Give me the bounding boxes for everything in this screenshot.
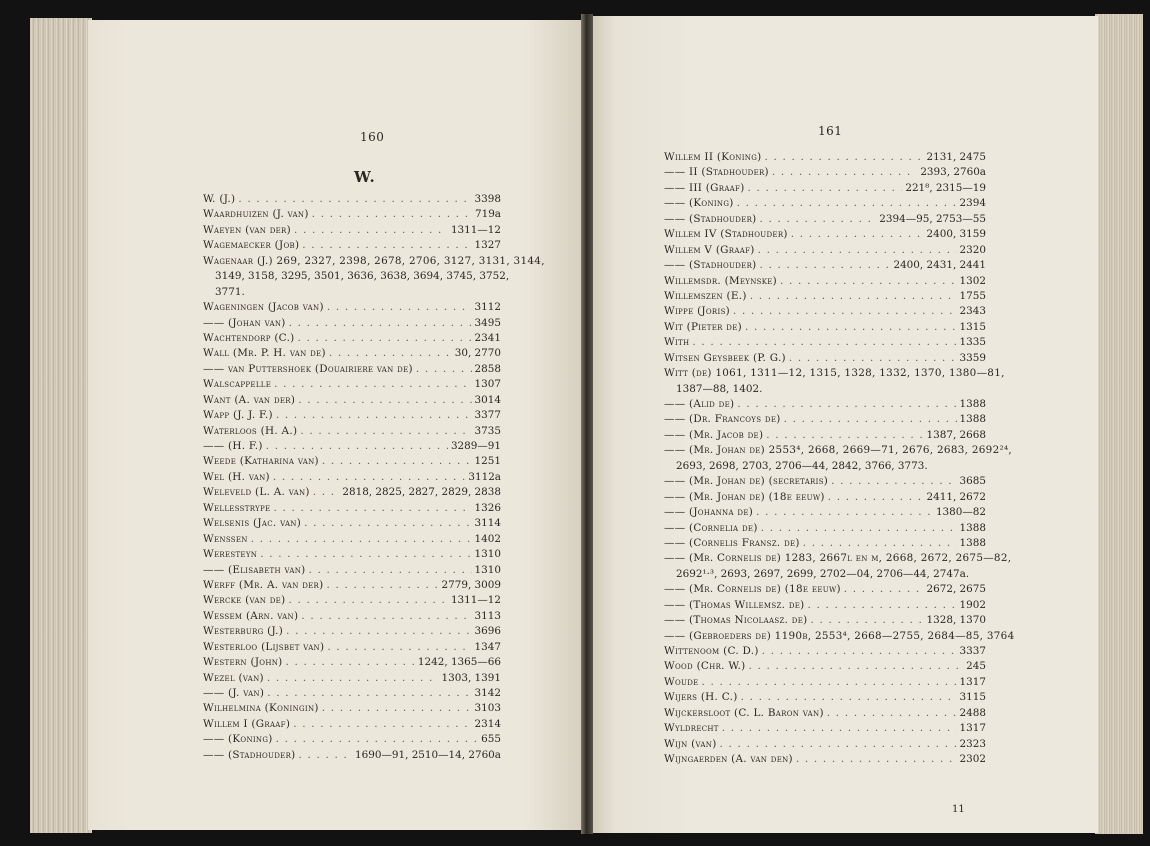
index-entry xyxy=(203,640,501,655)
index-entry xyxy=(203,238,501,253)
index-entry xyxy=(664,598,986,613)
dot-leader xyxy=(748,659,963,674)
dot-leader xyxy=(745,320,957,335)
entry-name: Wippe (Joris) xyxy=(664,305,731,318)
dot-leader xyxy=(288,593,447,608)
index-entry xyxy=(203,207,501,222)
dot-leader xyxy=(294,223,448,238)
dot-leader xyxy=(733,304,957,319)
entry-name: Willem V (Graaf) xyxy=(664,243,755,256)
index-entry xyxy=(664,721,986,736)
entry-name: Waterloos (H. A.) xyxy=(203,424,298,437)
index-entry xyxy=(664,675,986,690)
entry-references: 1388 xyxy=(959,398,986,410)
entry-name: —— (Elisabeth van) xyxy=(203,563,306,576)
dot-leader xyxy=(298,393,471,408)
index-entry xyxy=(203,701,501,716)
entry-name: —— (Johanna de) xyxy=(664,506,754,519)
index-entry xyxy=(664,351,986,366)
entry-references: 1347 xyxy=(474,640,501,653)
entry-name: Wijers (H. C.) xyxy=(664,691,738,704)
dot-leader xyxy=(828,490,924,505)
index-entry xyxy=(664,629,1015,644)
dot-leader xyxy=(286,655,415,670)
index-entry xyxy=(664,243,986,258)
index-entry xyxy=(203,671,501,686)
page-number: 160 xyxy=(360,130,385,144)
entry-references: 1310 xyxy=(474,563,501,576)
index-entry xyxy=(664,150,986,165)
index-entry xyxy=(664,521,986,536)
entry-name: —— (Johan van) xyxy=(203,316,286,329)
entry-continuation: 3771. xyxy=(215,285,245,298)
dot-leader xyxy=(720,737,957,752)
dot-leader xyxy=(293,717,471,732)
index-entry xyxy=(203,516,501,531)
entry-references: 2131, 2475 xyxy=(926,151,986,163)
index-entries xyxy=(203,192,545,763)
entry-references: 1303, 1391 xyxy=(441,671,501,684)
entry-references: 245 xyxy=(966,660,986,673)
entry-name: Weresteyn xyxy=(203,548,258,561)
dot-leader xyxy=(312,207,472,222)
dot-leader xyxy=(761,521,957,536)
entry-references: 3495 xyxy=(474,316,501,329)
entry-references: 1315 xyxy=(959,320,986,333)
entry-name: —— (Mr. Cornelis de) (18e eeuw) xyxy=(664,583,841,596)
dot-leader xyxy=(327,300,472,315)
entry-name: —— II (Stadhouder) xyxy=(664,166,769,179)
index-entry xyxy=(664,196,986,211)
entry-references: 3103 xyxy=(474,702,501,715)
entry-name: Westerloo (Lijsbet van) xyxy=(203,640,325,653)
dot-leader xyxy=(764,150,923,165)
entry-name: —— (Mr. Jacob de) xyxy=(664,428,764,441)
entry-name: Wapp (J. J. F.) xyxy=(203,409,273,422)
entry-name: Wel (H. van) xyxy=(203,470,270,483)
dot-leader xyxy=(844,582,924,597)
entry-name: Witt (de) 1061, 1311—12, 1315, 1328, 1332, 1370, 1380—81, xyxy=(664,367,1005,380)
entry-references: 1388 xyxy=(959,536,986,549)
index-entry xyxy=(664,227,986,242)
index-entry xyxy=(203,316,501,331)
index-entry xyxy=(203,532,501,547)
dot-leader xyxy=(276,732,479,747)
entry-name: Wittenoom (C. D.) xyxy=(664,645,759,657)
index-entry xyxy=(203,223,501,238)
entry-name: —— (Alid de) xyxy=(664,398,735,410)
entry-references: 2394—95, 2753—55 xyxy=(879,212,986,225)
entry-references: 3115 xyxy=(959,691,986,704)
index-entry xyxy=(203,732,501,747)
entry-references: 1402 xyxy=(474,532,501,545)
left-page xyxy=(88,20,584,830)
index-entry xyxy=(203,686,501,701)
dot-leader xyxy=(273,470,465,485)
entry-name: —— (Koning) xyxy=(664,197,734,210)
index-entry xyxy=(664,274,986,289)
dot-leader xyxy=(304,516,471,531)
dot-leader xyxy=(722,721,957,736)
dot-leader xyxy=(810,613,923,628)
signature-mark: 11 xyxy=(952,804,965,815)
entry-name: —— van Puttershoek (Douairiere van de) xyxy=(203,362,413,375)
entry-references: 1242, 1365—66 xyxy=(417,656,501,669)
entry-references: 2394 xyxy=(959,197,986,210)
entry-name: Weleveld (L. A. van) xyxy=(203,486,310,499)
book-gutter xyxy=(581,14,593,834)
entry-references: 1310 xyxy=(474,548,501,561)
dot-leader xyxy=(276,408,472,423)
index-entry xyxy=(203,377,501,392)
entry-references: 3337 xyxy=(959,645,986,657)
entry-references: 2323 xyxy=(959,737,986,750)
entry-name: Wenssen xyxy=(203,532,248,545)
dot-leader xyxy=(274,377,471,392)
dot-leader xyxy=(267,686,471,701)
entry-name: Willem II (Koning) xyxy=(664,151,762,163)
dot-leader xyxy=(827,706,957,721)
entry-references: 2411, 2672 xyxy=(926,490,986,503)
dot-leader xyxy=(416,362,472,377)
entry-name: —— (Mr. Johan de) (secretaris) xyxy=(664,475,829,488)
entry-references: 1380—82 xyxy=(935,506,986,519)
entry-references: 1388 xyxy=(959,521,986,534)
index-entry xyxy=(664,613,986,628)
index-entry xyxy=(203,362,501,377)
dot-leader xyxy=(327,640,471,655)
entry-references: 2393, 2760a xyxy=(920,166,986,179)
index-entry xyxy=(203,547,501,562)
index-entry xyxy=(664,397,986,412)
entry-references: 1690—91, 2510—14, 2760a xyxy=(355,748,501,761)
entry-references: 2314 xyxy=(474,717,501,730)
dot-leader xyxy=(737,397,956,412)
entry-name: Wellesstrype xyxy=(203,501,271,514)
dot-leader xyxy=(313,485,340,500)
entry-name: —— (Thomas Willemsz. de) xyxy=(664,598,805,611)
entry-name: Weede (Katharina van) xyxy=(203,455,319,468)
index-entry xyxy=(664,582,986,597)
dot-leader xyxy=(300,424,471,439)
index-entry xyxy=(203,192,501,207)
entry-references: 719a xyxy=(474,208,501,221)
entry-name: —— (Dr. Francoys de) xyxy=(664,413,781,426)
entry-references: 1311—12 xyxy=(450,223,501,236)
entry-name: Witsen Geysbeek (P. G.) xyxy=(664,351,786,364)
dot-leader xyxy=(758,243,957,258)
dot-leader xyxy=(322,454,472,469)
index-entry xyxy=(664,690,986,705)
entry-name: Wessem (Arn. van) xyxy=(203,609,299,622)
index-entry xyxy=(203,439,501,454)
entry-name: —— (J. van) xyxy=(203,687,265,699)
entry-name: —— (Mr. Cornelis de) 1283, 2667l en m, 2668, 2672, 2675—82, xyxy=(664,552,1012,565)
entry-references: 30, 2770 xyxy=(454,347,501,360)
index-entry xyxy=(203,300,501,315)
dot-leader xyxy=(791,227,924,242)
entry-references: 3359 xyxy=(959,351,986,364)
entry-references: 3377 xyxy=(474,409,501,422)
index-entry xyxy=(664,412,986,427)
entry-name: Willem I (Graaf) xyxy=(203,717,291,730)
index-entry xyxy=(203,393,501,408)
entry-references: 1302 xyxy=(959,274,986,287)
entry-name: Wachtendorp (C.) xyxy=(203,331,295,344)
dot-leader xyxy=(326,578,438,593)
dot-leader xyxy=(266,439,448,454)
entry-references: 2400, 2431, 2441 xyxy=(893,259,986,272)
book-page-edges-left xyxy=(30,18,92,833)
entry-name: Wagemaecker (Job) xyxy=(203,239,300,252)
index-entry xyxy=(664,428,986,443)
dot-leader xyxy=(309,563,472,578)
index-entry xyxy=(203,717,501,732)
entry-references: 3112 xyxy=(474,301,501,314)
entry-references: 1335 xyxy=(959,336,986,349)
dot-leader xyxy=(748,181,903,196)
index-entry xyxy=(664,659,986,674)
entry-name: Westerburg (J.) xyxy=(203,625,284,638)
dot-leader xyxy=(299,748,353,763)
entry-name: —— III (Graaf) xyxy=(664,181,745,194)
entry-references: 2343 xyxy=(959,305,986,318)
index-entry xyxy=(203,748,501,763)
entry-continuation: 1387—88, 1402. xyxy=(676,382,763,395)
dot-leader xyxy=(322,701,472,716)
entry-references: 2341 xyxy=(474,331,501,344)
entry-name: Wezel (van) xyxy=(203,671,264,684)
dot-leader xyxy=(238,192,471,207)
dot-leader xyxy=(750,289,957,304)
entry-name: Western (John) xyxy=(203,656,283,669)
dot-leader xyxy=(760,212,877,227)
entry-name: Wagenaar (J.) 269, 2327, 2398, 2678, 2706, 3127, 3131, 3144, xyxy=(203,254,545,267)
entry-references: 1327 xyxy=(474,239,501,252)
entry-name: —— (Stadhouder) xyxy=(664,212,757,225)
index-entry xyxy=(203,408,501,423)
entry-references: 1387, 2668 xyxy=(926,428,986,441)
index-entry xyxy=(203,331,501,346)
index-entry xyxy=(664,505,986,520)
index-entry xyxy=(203,578,501,593)
entry-name: —— (Stadhouder) xyxy=(203,748,296,761)
index-entry xyxy=(203,470,501,485)
section-heading: W. xyxy=(354,168,376,186)
entry-name: —— (Koning) xyxy=(203,733,273,746)
entry-name: Wood (Chr. W.) xyxy=(664,660,746,673)
entry-name: —— (Gebroeders de) 1190b, 2553⁴, 2668—2755, 2684—85, 3764 xyxy=(664,629,1015,642)
index-entry xyxy=(203,501,501,516)
entry-continuation: 2692¹·³, 2693, 2697, 2699, 2702—04, 2706—44, 2747a. xyxy=(676,567,970,580)
dot-leader xyxy=(762,644,957,659)
index-entry xyxy=(203,254,545,269)
dot-leader xyxy=(289,316,472,331)
entry-references: 3113 xyxy=(474,609,501,622)
entry-references: 3142 xyxy=(474,687,501,699)
entry-references: 1317 xyxy=(959,722,986,735)
entry-references: 1328, 1370 xyxy=(926,614,986,627)
index-entry xyxy=(664,443,1013,458)
entry-name: —— (Cornelis Fransz. de) xyxy=(664,536,800,549)
dot-leader xyxy=(808,598,957,613)
entry-references: 1755 xyxy=(959,289,986,302)
entry-name: —— (Mr. Johan de) (18e eeuw) xyxy=(664,490,825,503)
index-entry xyxy=(664,181,986,196)
entry-name: Walscappelle xyxy=(203,378,272,391)
entry-references: 2302 xyxy=(959,753,986,766)
entry-references: 221⁸, 2315—19 xyxy=(905,181,986,194)
entry-references: 3289—91 xyxy=(450,440,501,452)
entry-references: 1307 xyxy=(474,378,501,391)
entry-references: 3696 xyxy=(474,625,501,638)
index-entry xyxy=(664,258,986,273)
index-entry xyxy=(664,706,986,721)
index-entry xyxy=(203,454,501,469)
index-entry xyxy=(664,289,986,304)
dot-leader xyxy=(741,690,957,705)
dot-leader xyxy=(803,536,957,551)
index-entry xyxy=(664,551,1012,566)
entry-name: —— (Thomas Nicolaasz. de) xyxy=(664,614,808,627)
index-entry xyxy=(664,165,986,180)
dot-leader xyxy=(267,671,439,686)
entry-references: 655 xyxy=(481,733,501,746)
dot-leader xyxy=(756,505,933,520)
entry-name: Willem IV (Stadhouder) xyxy=(664,228,788,241)
index-entry xyxy=(203,593,501,608)
dot-leader xyxy=(784,412,957,427)
entry-name: Want (A. van der) xyxy=(203,393,296,406)
index-entry xyxy=(664,366,1005,381)
entry-name: Wit (Pieter de) xyxy=(664,320,742,333)
dot-leader xyxy=(251,532,472,547)
entry-name: With xyxy=(664,336,690,349)
entry-name: Waardhuizen (J. van) xyxy=(203,208,309,221)
index-entry xyxy=(203,624,501,639)
dot-leader xyxy=(789,351,957,366)
entry-name: Welsenis (Jac. van) xyxy=(203,517,302,530)
entry-name: Wyldrecht xyxy=(664,722,719,735)
entry-name: Werff (Mr. A. van der) xyxy=(203,578,324,591)
entry-references: 1317 xyxy=(959,675,986,688)
index-entry xyxy=(203,424,501,439)
index-entry xyxy=(664,737,986,752)
entry-references: 3398 xyxy=(474,193,501,205)
right-page xyxy=(590,16,1098,833)
entry-name: Wijn (van) xyxy=(664,737,717,750)
dot-leader xyxy=(766,428,923,443)
entry-continuation: 2693, 2698, 2703, 2706—44, 2842, 3766, 3773. xyxy=(676,459,928,472)
dot-leader xyxy=(273,501,471,516)
entry-name: —— (H. F.) xyxy=(203,440,263,452)
entry-continuation: 3149, 3158, 3295, 3501, 3636, 3638, 3694, 3745, 3752, xyxy=(215,270,510,283)
page-number: 161 xyxy=(818,124,843,138)
index-entry xyxy=(664,644,986,659)
index-entry xyxy=(664,304,986,319)
entry-references: 1251 xyxy=(474,455,501,468)
index-entries xyxy=(664,150,1015,768)
dot-leader xyxy=(772,165,917,180)
index-entry xyxy=(203,563,501,578)
entry-name: Waeyen (van der) xyxy=(203,223,291,236)
entry-name: W. (J.) xyxy=(203,193,236,205)
dot-leader xyxy=(692,335,956,350)
entry-name: Wijngaerden (A. van den) xyxy=(664,753,793,766)
entry-references: 3112a xyxy=(468,470,501,483)
entry-name: —— (Cornelia de) xyxy=(664,521,758,534)
index-entry xyxy=(203,609,501,624)
entry-references: 2779, 3009 xyxy=(441,578,501,591)
entry-name: —— (Stadhouder) xyxy=(664,259,757,272)
index-entry xyxy=(203,655,501,670)
entry-references: 3735 xyxy=(474,424,501,437)
dot-leader xyxy=(831,474,956,489)
index-entry xyxy=(664,212,986,227)
entry-references: 2672, 2675 xyxy=(926,583,986,596)
entry-references: 3014 xyxy=(474,393,501,406)
entry-references: 2488 xyxy=(959,706,986,719)
entry-name: Wilhelmina (Koningin) xyxy=(203,702,319,715)
index-entry xyxy=(664,752,986,767)
entry-references: 3114 xyxy=(474,517,501,530)
dot-leader xyxy=(796,752,957,767)
dot-leader xyxy=(329,346,452,361)
dot-leader xyxy=(302,238,471,253)
entry-name: Wercke (van de) xyxy=(203,594,286,607)
entry-references: 2818, 2825, 2827, 2829, 2838 xyxy=(342,486,501,499)
entry-references: 2858 xyxy=(474,362,501,375)
index-entry xyxy=(664,320,986,335)
entry-references: 1902 xyxy=(959,598,986,611)
book-page-edges-right xyxy=(1095,14,1143,834)
entry-name: Wall (Mr. P. H. van de) xyxy=(203,347,326,360)
index-entry xyxy=(664,490,986,505)
dot-leader xyxy=(760,258,891,273)
dot-leader xyxy=(737,196,957,211)
index-entry xyxy=(203,485,501,500)
index-entry xyxy=(664,536,986,551)
dot-leader xyxy=(260,547,471,562)
entry-references: 2320 xyxy=(959,243,986,256)
dot-leader xyxy=(286,624,471,639)
index-entry xyxy=(664,335,986,350)
entry-name: Wageningen (Jacob van) xyxy=(203,301,324,314)
entry-name: —— (Mr. Johan de) 2553⁴, 2668, 2669—71, 2676, 2683, 2692²⁴, xyxy=(664,444,1013,457)
entry-references: 3685 xyxy=(959,475,986,488)
entry-references: 1326 xyxy=(474,501,501,514)
entry-name: Wijckersloot (C. L. Baron van) xyxy=(664,706,824,719)
index-entry xyxy=(203,346,501,361)
dot-leader xyxy=(780,274,957,289)
entry-references: 2400, 3159 xyxy=(926,228,986,241)
entry-references: 1388 xyxy=(959,413,986,426)
dot-leader xyxy=(301,609,471,624)
dot-leader xyxy=(702,675,957,690)
entry-name: Willemsdr. (Meynske) xyxy=(664,274,778,287)
index-entry xyxy=(664,474,986,489)
entry-name: Woude xyxy=(664,675,699,688)
entry-references: 1311—12 xyxy=(450,594,501,607)
entry-name: Willemszen (E.) xyxy=(664,289,747,302)
dot-leader xyxy=(298,331,472,346)
